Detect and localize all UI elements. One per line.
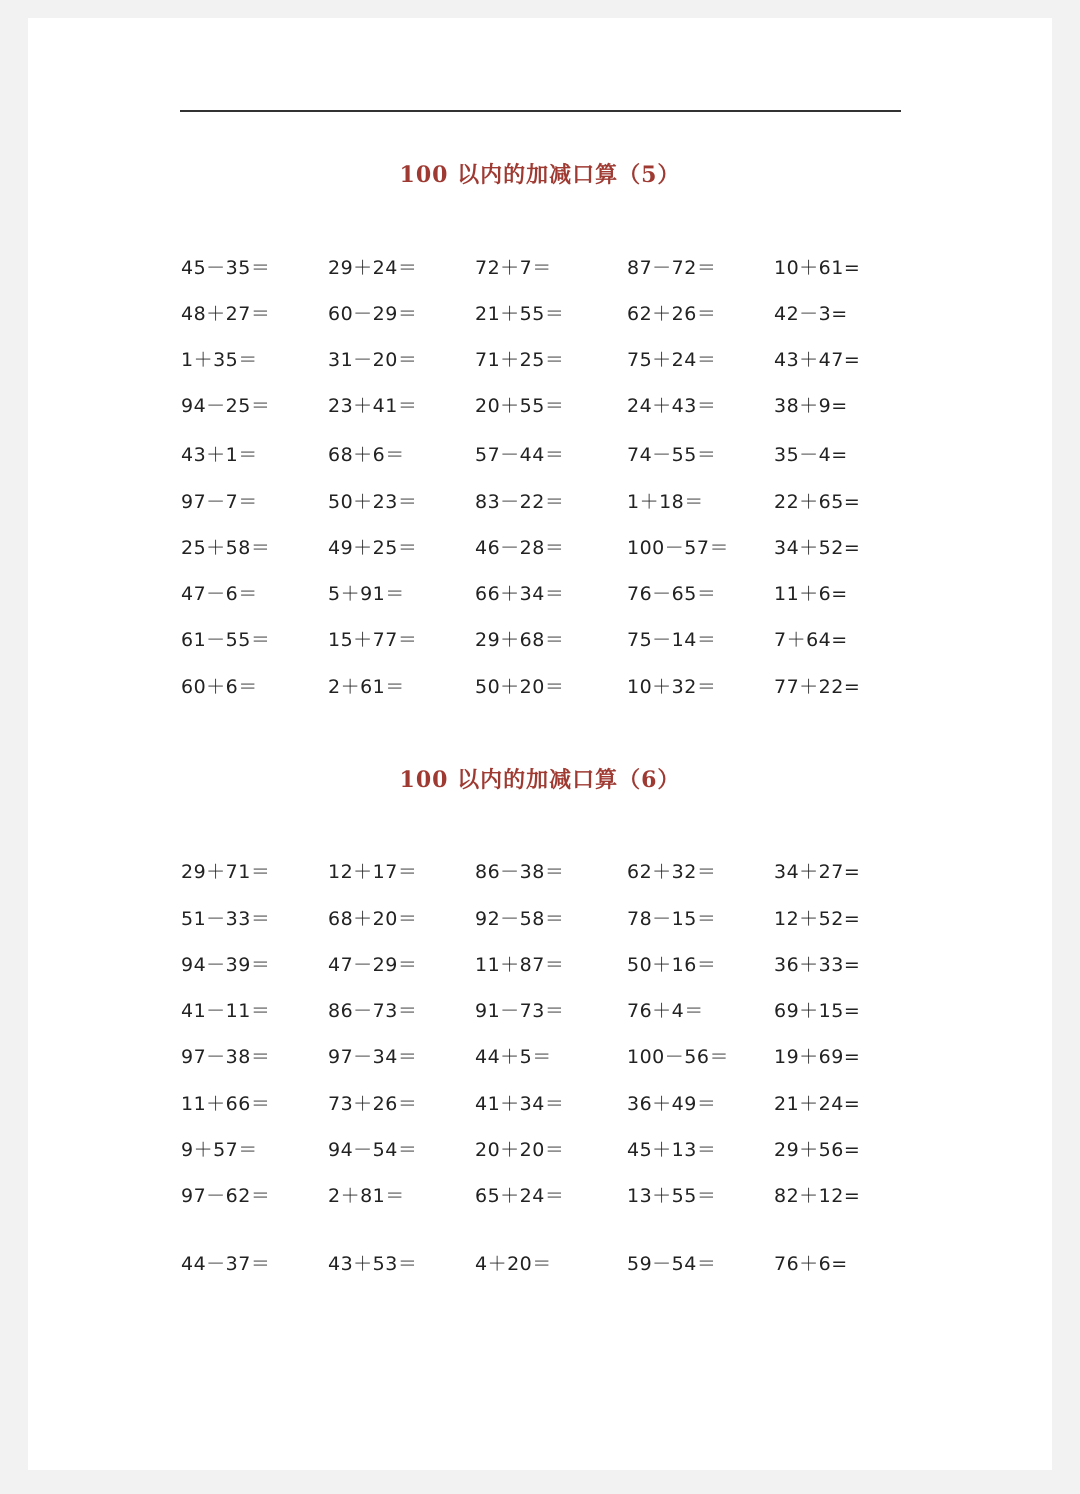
problem-item: 77＋22= <box>774 676 861 698</box>
problem-item: 62＋32＝ <box>627 861 717 883</box>
problem-item: 92－58＝ <box>475 908 565 930</box>
problem-item: 13＋55＝ <box>627 1185 717 1207</box>
problem-item: 2＋61＝ <box>328 676 405 698</box>
problem-item: 83－22＝ <box>475 491 565 513</box>
problem-item: 76＋6= <box>774 1253 848 1275</box>
problem-row <box>0 579 1080 609</box>
problem-row <box>0 299 1080 329</box>
problem-item: 34＋27= <box>774 861 861 883</box>
problem-item: 82＋12= <box>774 1185 861 1207</box>
problem-item: 74－55＝ <box>627 444 717 466</box>
problem-item: 50＋23＝ <box>328 491 418 513</box>
problem-row <box>0 1135 1080 1165</box>
problem-item: 75＋24＝ <box>627 349 717 371</box>
problem-item: 10＋61= <box>774 257 861 279</box>
problem-item: 38＋9= <box>774 395 848 417</box>
problem-item: 43＋53＝ <box>328 1253 418 1275</box>
problem-item: 62＋26＝ <box>627 303 717 325</box>
problem-item: 45－35＝ <box>181 257 271 279</box>
problem-item: 57－44＝ <box>475 444 565 466</box>
problem-item: 94－54＝ <box>328 1139 418 1161</box>
problem-item: 41＋34＝ <box>475 1093 565 1115</box>
problem-item: 29＋71＝ <box>181 861 271 883</box>
problem-item: 69＋15= <box>774 1000 861 1022</box>
problem-item: 20＋55＝ <box>475 395 565 417</box>
problem-row <box>0 487 1080 517</box>
problem-item: 12＋17＝ <box>328 861 418 883</box>
problem-item: 91－73＝ <box>475 1000 565 1022</box>
problem-item: 86－38＝ <box>475 861 565 883</box>
problem-item: 97－38＝ <box>181 1046 271 1068</box>
problem-item: 25＋58＝ <box>181 537 271 559</box>
problem-row <box>0 391 1080 421</box>
problem-item: 15＋77＝ <box>328 629 418 651</box>
problem-item: 31－20＝ <box>328 349 418 371</box>
problem-item: 21＋24= <box>774 1093 861 1115</box>
problem-item: 47－29＝ <box>328 954 418 976</box>
problem-item: 47－6＝ <box>181 583 258 605</box>
problem-item: 100－56＝ <box>627 1046 729 1068</box>
problem-item: 11＋6= <box>774 583 848 605</box>
problem-row <box>0 345 1080 375</box>
problem-item: 66＋34＝ <box>475 583 565 605</box>
problem-item: 43＋1＝ <box>181 444 258 466</box>
problem-row <box>0 1249 1080 1279</box>
problem-item: 12＋52= <box>774 908 861 930</box>
problem-item: 97－62＝ <box>181 1185 271 1207</box>
problem-item: 29＋24＝ <box>328 257 418 279</box>
problem-item: 9＋57＝ <box>181 1139 258 1161</box>
problem-item: 10＋32＝ <box>627 676 717 698</box>
problem-item: 87－72＝ <box>627 257 717 279</box>
problem-item: 60＋6＝ <box>181 676 258 698</box>
problem-item: 24＋43＝ <box>627 395 717 417</box>
problem-item: 94－39＝ <box>181 954 271 976</box>
problem-item: 78－15＝ <box>627 908 717 930</box>
header-rule <box>180 110 901 112</box>
problem-item: 44－37＝ <box>181 1253 271 1275</box>
problem-item: 5＋91＝ <box>328 583 405 605</box>
problem-row <box>0 672 1080 702</box>
problem-item: 73＋26＝ <box>328 1093 418 1115</box>
problem-item: 71＋25＝ <box>475 349 565 371</box>
problem-row <box>0 625 1080 655</box>
problem-row <box>0 1089 1080 1119</box>
problem-item: 75－14＝ <box>627 629 717 651</box>
problem-item: 29＋68＝ <box>475 629 565 651</box>
problem-item: 11＋87＝ <box>475 954 565 976</box>
problem-item: 76＋4＝ <box>627 1000 704 1022</box>
problem-row <box>0 253 1080 283</box>
problem-item: 44＋5＝ <box>475 1046 552 1068</box>
problem-item: 68＋20＝ <box>328 908 418 930</box>
problem-item: 2＋81＝ <box>328 1185 405 1207</box>
problem-item: 19＋69= <box>774 1046 861 1068</box>
problem-item: 97－7＝ <box>181 491 258 513</box>
problem-item: 4＋20＝ <box>475 1253 552 1275</box>
problem-item: 43＋47= <box>774 349 861 371</box>
problem-item: 50＋16＝ <box>627 954 717 976</box>
problem-item: 50＋20＝ <box>475 676 565 698</box>
problem-item: 65＋24＝ <box>475 1185 565 1207</box>
problem-item: 1＋18＝ <box>627 491 704 513</box>
problem-item: 20＋20＝ <box>475 1139 565 1161</box>
problem-row <box>0 1181 1080 1211</box>
problem-row <box>0 996 1080 1026</box>
problem-item: 11＋66＝ <box>181 1093 271 1115</box>
problem-item: 60－29＝ <box>328 303 418 325</box>
problem-item: 100－57＝ <box>627 537 729 559</box>
problem-item: 76－65＝ <box>627 583 717 605</box>
problem-item: 59－54＝ <box>627 1253 717 1275</box>
section-title-6: 100 以内的加减口算（6） <box>399 767 681 793</box>
problem-item: 36＋33= <box>774 954 861 976</box>
section-title-5: 100 以内的加减口算（5） <box>399 162 681 188</box>
problem-row <box>0 904 1080 934</box>
problem-item: 68＋6＝ <box>328 444 405 466</box>
problem-item: 45＋13＝ <box>627 1139 717 1161</box>
problem-item: 51－33＝ <box>181 908 271 930</box>
problem-item: 42－3= <box>774 303 848 325</box>
problem-row <box>0 440 1080 470</box>
problem-item: 7＋64= <box>774 629 848 651</box>
problem-item: 29＋56= <box>774 1139 861 1161</box>
problem-item: 21＋55＝ <box>475 303 565 325</box>
problem-item: 61－55＝ <box>181 629 271 651</box>
problem-row <box>0 1042 1080 1072</box>
problem-item: 86－73＝ <box>328 1000 418 1022</box>
problem-row <box>0 950 1080 980</box>
problem-item: 49＋25＝ <box>328 537 418 559</box>
problem-item: 1＋35＝ <box>181 349 258 371</box>
problem-item: 41－11＝ <box>181 1000 271 1022</box>
problem-row <box>0 857 1080 887</box>
problem-item: 36＋49＝ <box>627 1093 717 1115</box>
problem-item: 23＋41＝ <box>328 395 418 417</box>
problem-item: 94－25＝ <box>181 395 271 417</box>
problem-item: 35－4= <box>774 444 848 466</box>
problem-item: 48＋27＝ <box>181 303 271 325</box>
problem-item: 97－34＝ <box>328 1046 418 1068</box>
problem-item: 46－28＝ <box>475 537 565 559</box>
problem-item: 22＋65= <box>774 491 861 513</box>
problem-item: 72＋7＝ <box>475 257 552 279</box>
problem-row <box>0 533 1080 563</box>
problem-item: 34＋52= <box>774 537 861 559</box>
